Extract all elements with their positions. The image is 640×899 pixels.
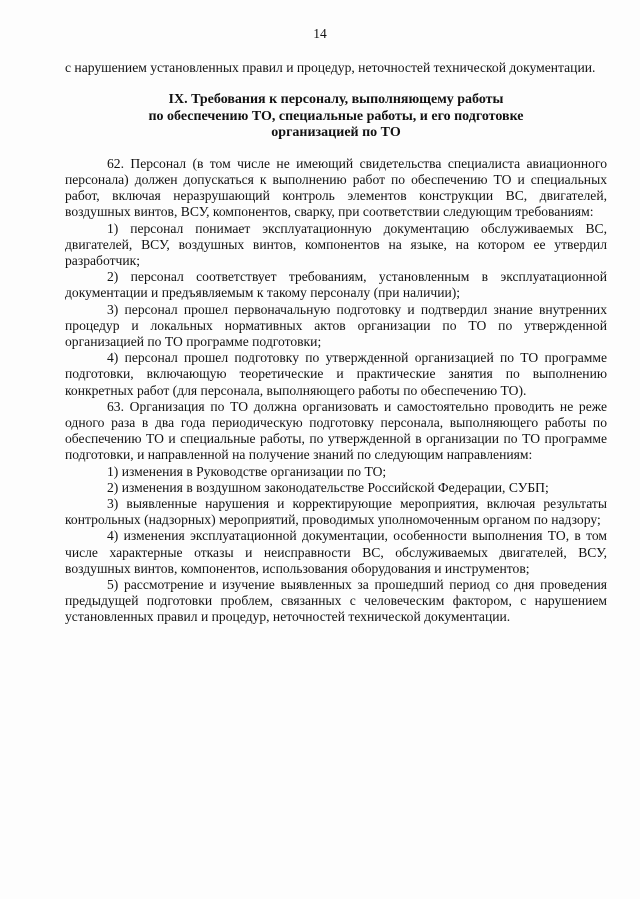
section-heading: IX. Требования к персоналу, выполняющему работы по обеспечению ТО, специальные работы, и его подготовке организацией по ТО	[148, 92, 524, 141]
page-number: 14	[313, 26, 327, 41]
list-item-63-2: 2) изменения в воздушном законодательстве Российской Федерации, СУБП;	[107, 479, 549, 495]
list-item-62-4: 4) персонал прошел подготовку по утвержденной организацией по ТО программе подготовки, включающую теоретические и практические занятия по выполнению конкретных работ (для персонала, выполняющего работы по обеспечению ТО).	[65, 350, 607, 398]
document-body	[65, 60, 607, 626]
list-item-62-1: 1) персонал понимает эксплуатационную документацию обслуживаемых ВС, двигателей, ВСУ, воздушных винтов, компонентов на языке, на котором ее утвердил разработчик;	[65, 220, 607, 268]
continuation-paragraph: с нарушением установленных правил и процедур, неточностей технической документации.	[65, 60, 596, 75]
list-item-63-3: 3) выявленные нарушения и корректирующие мероприятия, включая результаты контрольных (надзорных) мероприятий, проводимых уполномоченным органом по надзору;	[65, 495, 607, 528]
paragraph-63: 63. Организация по ТО должна организовать и самостоятельно проводить не реже одного раза в два года периодическую подготовку персонала, выполняющего работы по обеспечению ТО и специальные работы, по утвержденной в организации по ТО программе подготовки, и направленной на получение знаний по следующим направлениям:	[65, 398, 607, 463]
list-item-63-1: 1) изменения в Руководстве организации по ТО;	[107, 463, 387, 479]
list-item-63-4: 4) изменения эксплуатационной документации, особенности выполнения ТО, в том числе характерные отказы и неисправности ВС, обслуживаемых двигателей, ВСУ, воздушных винтов, компонентов, использования оборудования и инструментов;	[65, 528, 607, 576]
list-item-62-2: 2) персонал соответствует требованиям, установленным в эксплуатационной документации и предъявляемым к такому персоналу (при наличии);	[65, 269, 607, 301]
list-item-62-3: 3) персонал прошел первоначальную подготовку и подтвердил знание внутренних процедур и локальных нормативных актов организации по ТО по утвержденной организацией по ТО программе подготовки;	[65, 301, 607, 349]
paragraph-62: 62. Персонал (в том числе не имеющий свидетельства специалиста авиационного персонала) должен допускаться к выполнению работ по обеспечению ТО и специальных работ, включая неразрушающий контроль элементов конструкции ВС, двигателей, воздушных винтов, ВСУ, компонентов, сварку, при соответствии следующим требованиям:	[65, 155, 607, 220]
list-item-63-5: 5) рассмотрение и изучение выявленных за прошедший период со дня проведения предыдущей подготовки проблем, связанных с человеческим фактором, с нарушением установленных правил и процедур, неточностей технической документации.	[65, 576, 607, 625]
